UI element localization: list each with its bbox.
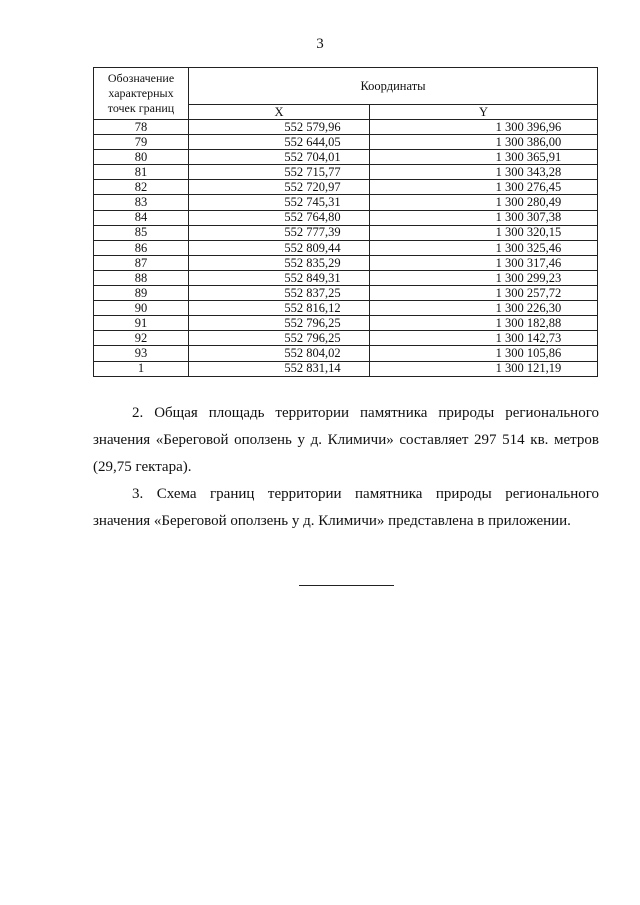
table-row — [94, 180, 598, 195]
y-coordinate-value: 1 300 257,72 — [495, 285, 562, 300]
coordinates-table — [93, 67, 598, 377]
x-coordinate-value: 552 704,01 — [284, 149, 341, 164]
y-coordinate-value: 1 300 317,46 — [495, 255, 562, 270]
y-coordinate-cell — [369, 301, 597, 316]
point-number-cell: 92 — [94, 331, 189, 346]
y-coordinate-value: 1 300 280,49 — [495, 195, 562, 210]
x-coordinate-value: 552 809,44 — [284, 240, 341, 255]
point-number-cell: 81 — [94, 165, 189, 180]
y-coordinate-value: 1 300 325,46 — [495, 240, 562, 255]
x-coordinate-cell — [189, 255, 370, 270]
x-coordinate-value: 552 764,80 — [284, 210, 341, 225]
paragraph-boundary-scheme — [93, 481, 599, 535]
point-number-cell: 91 — [94, 316, 189, 331]
y-coordinate-value: 1 300 365,91 — [495, 149, 562, 164]
point-number-cell: 82 — [94, 180, 189, 195]
y-coordinate-value: 1 300 226,30 — [495, 300, 562, 315]
point-number-cell: 1 — [94, 361, 189, 376]
y-coordinate-cell — [369, 286, 597, 301]
header-point-line-2: характерных — [108, 86, 174, 100]
x-coordinate-cell — [189, 270, 370, 285]
x-coordinate-cell — [189, 210, 370, 225]
y-coordinate-value: 1 300 182,88 — [495, 316, 562, 331]
table-row — [94, 346, 598, 361]
y-coordinate-value: 1 300 307,38 — [495, 210, 562, 225]
point-number-cell: 85 — [94, 225, 189, 240]
closing-divider-line — [299, 585, 394, 586]
point-number-cell: 89 — [94, 286, 189, 301]
paragraph-2-line-2: значения «Береговой оползень у д. Климичи» составляет 297 514 кв. метров — [93, 432, 599, 448]
point-number-cell: 90 — [94, 301, 189, 316]
y-coordinate-cell — [369, 120, 597, 135]
x-coordinate-value: 552 579,96 — [284, 119, 341, 134]
y-coordinate-value: 1 300 299,23 — [495, 270, 562, 285]
x-coordinate-cell — [189, 286, 370, 301]
table-body — [94, 120, 598, 377]
y-coordinate-cell — [369, 165, 597, 180]
table-row — [94, 195, 598, 210]
table-row — [94, 361, 598, 376]
page-number: 3 — [316, 36, 324, 52]
x-coordinate-cell — [189, 346, 370, 361]
x-coordinate-cell — [189, 301, 370, 316]
x-coordinate-value: 552 831,14 — [284, 361, 341, 376]
x-coordinate-cell — [189, 316, 370, 331]
y-coordinate-cell — [369, 346, 597, 361]
table-row — [94, 270, 598, 285]
y-coordinate-value: 1 300 276,45 — [495, 180, 562, 195]
y-coordinate-value: 1 300 320,15 — [495, 225, 562, 240]
y-coordinate-cell — [369, 195, 597, 210]
x-coordinate-value: 552 777,39 — [284, 225, 341, 240]
y-coordinate-cell — [369, 225, 597, 240]
table-row — [94, 165, 598, 180]
x-coordinate-cell — [189, 165, 370, 180]
x-coordinate-value: 552 835,29 — [284, 255, 341, 270]
x-coordinate-value: 552 816,12 — [284, 300, 341, 315]
point-number-cell: 86 — [94, 240, 189, 255]
table-row — [94, 286, 598, 301]
paragraph-2-line-1: 2. Общая площадь территории памятника природы регионального — [132, 405, 599, 421]
paragraph-3-line-2: значения «Береговой оползень у д. Климичи» представлена в приложении. — [93, 513, 571, 529]
x-coordinate-value: 552 715,77 — [284, 165, 341, 180]
y-coordinate-value: 1 300 142,73 — [495, 331, 562, 346]
table-row — [94, 120, 598, 135]
table-row — [94, 316, 598, 331]
x-coordinate-value: 552 796,25 — [284, 331, 341, 346]
y-coordinate-cell — [369, 180, 597, 195]
header-y: Y — [369, 105, 597, 120]
header-point-line-1: Обозначение — [107, 71, 175, 85]
y-coordinate-cell — [369, 361, 597, 376]
header-point-designation — [94, 68, 189, 120]
y-coordinate-cell — [369, 150, 597, 165]
y-coordinate-cell — [369, 210, 597, 225]
x-coordinate-cell — [189, 361, 370, 376]
point-number-cell: 79 — [94, 135, 189, 150]
table-row — [94, 135, 598, 150]
y-coordinate-cell — [369, 135, 597, 150]
x-coordinate-cell — [189, 195, 370, 210]
paragraph-3-line-1: 3. Схема границ территории памятника природы регионального — [132, 486, 599, 502]
y-coordinate-value: 1 300 343,28 — [495, 165, 562, 180]
x-coordinate-cell — [189, 225, 370, 240]
header-coordinates: Координаты — [189, 68, 598, 105]
x-coordinate-cell — [189, 135, 370, 150]
point-number-cell: 87 — [94, 255, 189, 270]
x-coordinate-value: 552 745,31 — [284, 195, 341, 210]
x-coordinate-value: 552 644,05 — [284, 134, 341, 149]
y-coordinate-value: 1 300 121,19 — [495, 361, 562, 376]
point-number-cell: 80 — [94, 150, 189, 165]
header-x: X — [189, 105, 370, 120]
table-row — [94, 150, 598, 165]
x-coordinate-cell — [189, 240, 370, 255]
point-number-cell: 78 — [94, 120, 189, 135]
point-number-cell: 88 — [94, 270, 189, 285]
point-number-cell: 84 — [94, 210, 189, 225]
x-coordinate-cell — [189, 180, 370, 195]
table-row — [94, 240, 598, 255]
table-row — [94, 210, 598, 225]
y-coordinate-value: 1 300 396,96 — [495, 119, 562, 134]
paragraph-total-area — [93, 400, 599, 481]
y-coordinate-cell — [369, 240, 597, 255]
x-coordinate-cell — [189, 331, 370, 346]
x-coordinate-value: 552 804,02 — [284, 346, 341, 361]
table-row — [94, 301, 598, 316]
y-coordinate-cell — [369, 331, 597, 346]
y-coordinate-cell — [369, 316, 597, 331]
point-number-cell: 83 — [94, 195, 189, 210]
y-coordinate-cell — [369, 255, 597, 270]
y-coordinate-cell — [369, 270, 597, 285]
x-coordinate-value: 552 720,97 — [284, 180, 341, 195]
y-coordinate-value: 1 300 386,00 — [495, 134, 562, 149]
header-point-line-3: точек границ — [107, 101, 175, 115]
x-coordinate-value: 552 796,25 — [284, 316, 341, 331]
x-coordinate-value: 552 849,31 — [284, 270, 341, 285]
x-coordinate-value: 552 837,25 — [284, 285, 341, 300]
paragraph-2-line-3: (29,75 гектара). — [93, 459, 192, 475]
y-coordinate-value: 1 300 105,86 — [495, 346, 562, 361]
point-number-cell: 93 — [94, 346, 189, 361]
table-row — [94, 331, 598, 346]
x-coordinate-cell — [189, 120, 370, 135]
table-row — [94, 255, 598, 270]
x-coordinate-cell — [189, 150, 370, 165]
table-row — [94, 225, 598, 240]
